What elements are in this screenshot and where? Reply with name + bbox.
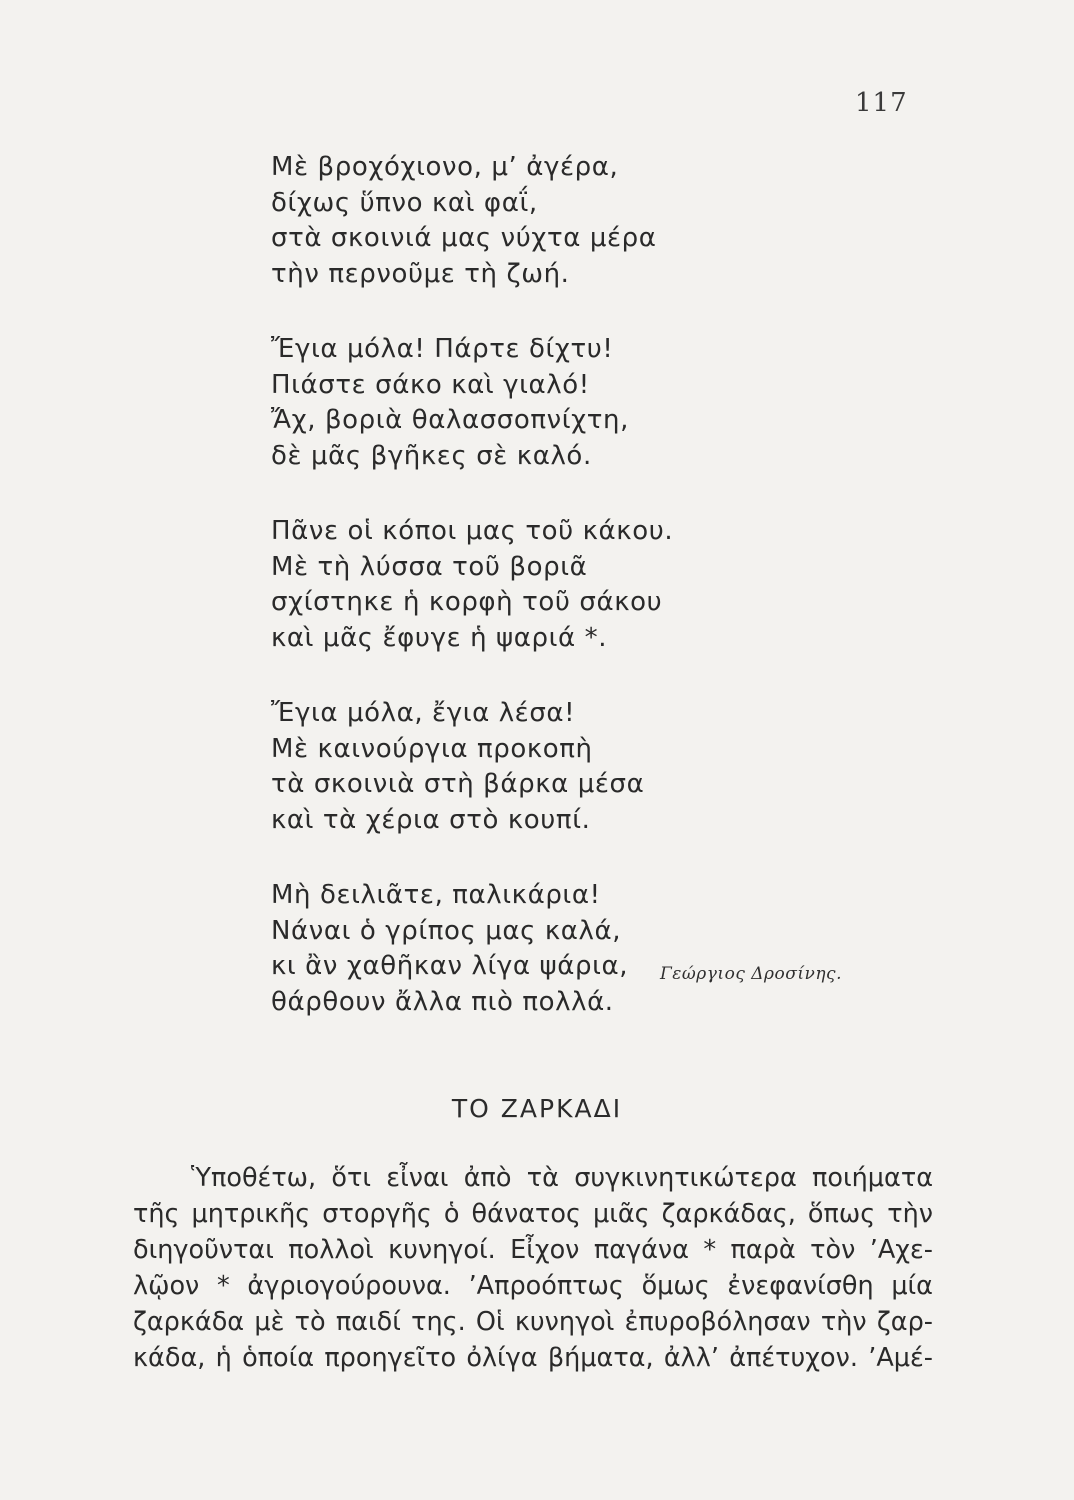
poem-line: Ἔγια μόλα! Πάρτε δίχτυ! bbox=[271, 334, 614, 364]
poem-line: τὴν περνοῦμε τὴ ζωή. bbox=[271, 258, 570, 289]
prose-line: ζαρκάδα μὲ τὸ παιδί της. Οἱ κυνηγοὶ ἐπυροβόλησαν τὴν ζαρ- bbox=[133, 1307, 933, 1337]
poem-line: Νάναι ὁ γρίπος μας καλά, bbox=[271, 915, 622, 946]
poem-line: Ἄχ, βοριὰ θαλασσοπνίχτη, bbox=[271, 405, 629, 435]
poem-line: Μὲ βροχόχιονο, μ’ ἀγέρα, bbox=[271, 152, 619, 182]
prose-line: λῷον * ἀγριογούρουνα. ’Απροόπτως ὅμως ἐνεφανίσθη μία bbox=[133, 1271, 933, 1301]
prose-line: διηγοῦνται πολλοὶ κυνηγοί. Εἶχον παγάνα * παρὰ τὸν ’Αχε- bbox=[133, 1235, 933, 1265]
poem-line: καὶ μᾶς ἔφυγε ἡ ψαριά *. bbox=[271, 622, 608, 653]
poem-stanza bbox=[271, 332, 831, 474]
poem-line: Πᾶνε οἱ κόποι μας τοῦ κάκου. bbox=[271, 516, 674, 546]
poem bbox=[271, 150, 831, 1060]
poem-line: κι ἂν χαθῆκαν λίγα ψάρια, bbox=[271, 951, 629, 981]
poem-stanza bbox=[271, 514, 831, 656]
poem-line: δὲ μᾶς βγῆκες σὲ καλό. bbox=[271, 440, 592, 471]
poem-line: Μὲ τὴ λύσσα τοῦ βοριᾶ bbox=[271, 551, 588, 582]
poem-stanza bbox=[271, 696, 831, 838]
prose-line: κάδα, ἡ ὁποία προηγεῖτο ὀλίγα βήματα, ἀλλ’ ἀπέτυχον. ’Αμέ- bbox=[133, 1343, 933, 1373]
poem-stanza bbox=[271, 150, 831, 292]
poem-line: δίχως ὕπνο καὶ φαΐ, bbox=[271, 187, 538, 218]
prose-line: Ὑποθέτω, ὅτι εἶναι ἀπὸ τὰ συγκινητικώτερα ποιήματα bbox=[191, 1163, 933, 1193]
section-title: ΤΟ ΖΑΡΚΑΔΙ bbox=[451, 1094, 623, 1123]
poem-line: στὰ σκοινιά μας νύχτα μέρα bbox=[271, 223, 657, 253]
prose-line: τῆς μητρικῆς στοργῆς ὁ θάνατος μιᾶς ζαρκάδας, ὅπως τὴν bbox=[133, 1199, 933, 1229]
poem-author: Γεώργιος Δροσίνης. bbox=[660, 964, 842, 984]
poem-line: τὰ σκοινιὰ στὴ βάρκα μέσα bbox=[271, 769, 645, 799]
poem-line: Πιάστε σάκο καὶ γιαλό! bbox=[271, 369, 590, 400]
poem-line: σχίστηκε ἡ κορφὴ τοῦ σάκου bbox=[271, 587, 663, 617]
poem-line: καὶ τὰ χέρια στὸ κουπί. bbox=[271, 804, 591, 835]
poem-stanza bbox=[271, 878, 831, 1020]
poem-line: Ἔγια μόλα, ἔγια λέσα! bbox=[271, 698, 576, 728]
poem-line: Μὲ καινούργια προκοπὴ bbox=[271, 733, 593, 764]
page-number: 117 bbox=[855, 88, 908, 118]
prose-paragraph bbox=[133, 1160, 933, 1376]
poem-line: Μὴ δειλιᾶτε, παλικάρια! bbox=[271, 880, 601, 910]
poem-line: θάρθουν ἄλλα πιὸ πολλά. bbox=[271, 986, 614, 1017]
